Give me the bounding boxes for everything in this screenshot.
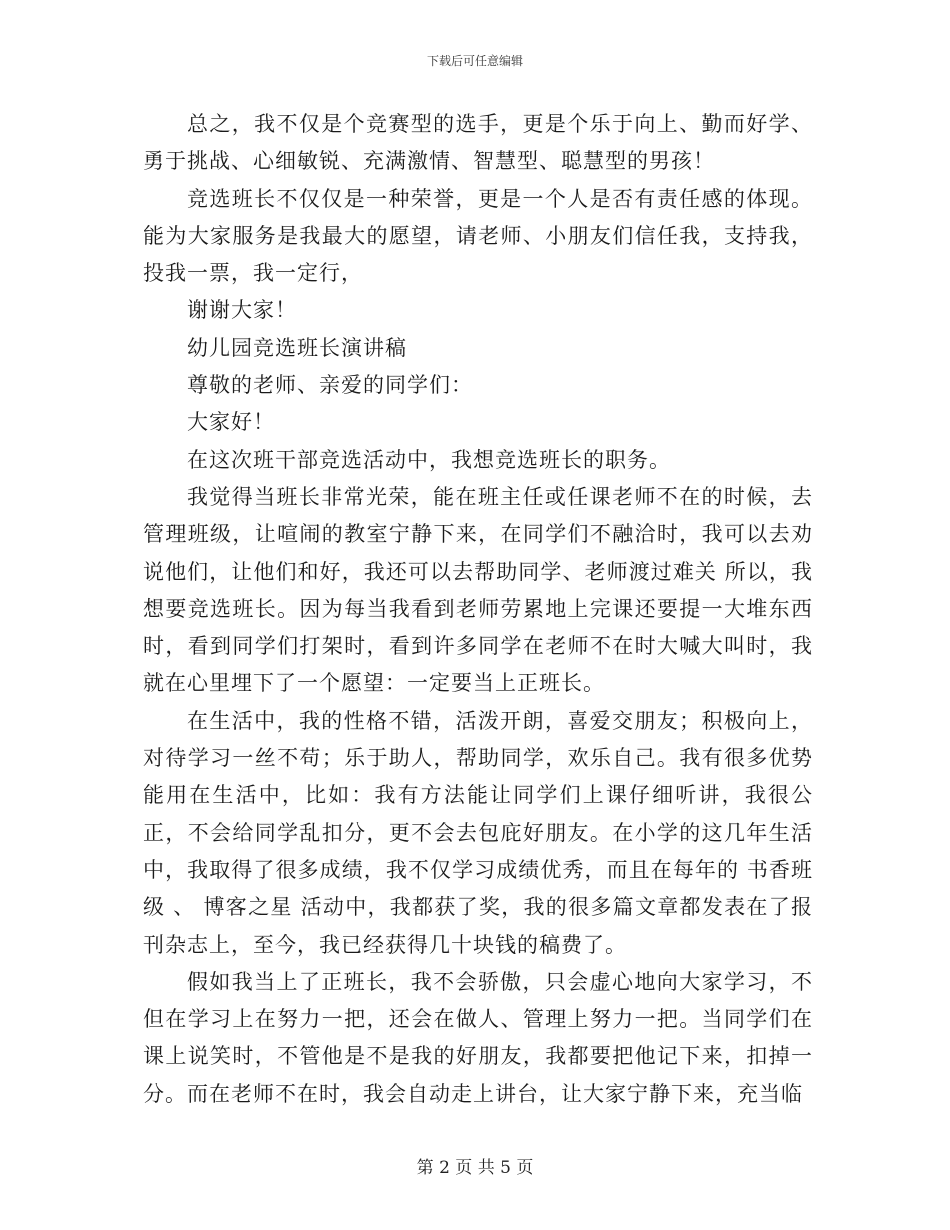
paragraph: 假如我当上了正班长，我不会骄傲，只会虚心地向大家学习，不但在学习上在努力一把，还会在做人、管理上努力一把。当同学们在课上说笑时，不管他是不是我的好朋友，我都要把他记下来，扣掉一分。而在老师不在时，我会自动走上讲台，让大家宁静下来，充当临 xyxy=(143,969,813,1106)
paragraph: 竞选班长不仅仅是一种荣誉，更是一个人是否有责任感的体现。能为大家服务是我最大的愿望，请老师、小朋友们信任我，支持我，投我一票，我一定行， xyxy=(143,186,813,286)
paragraph: 谢谢大家！ xyxy=(187,298,297,323)
paragraph: 在生活中，我的性格不错，活泼开朗，喜爱交朋友；积极向上，对待学习一丝不苟；乐于助人，帮助同学，欢乐自己。我有很多优势能用在生活中，比如：我有方法能让同学们上课仔细听讲，我很公正，不会给同学乱扣分，更不会去包庇好朋友。在小学的这几年生活中，我取得了很多成绩，我不仅学习成绩优秀，而且在每年的 书香班级 、 博客之星 活动中，我都获了奖，我的很多篇文章都发表在了报刊杂志上，至今，我已经获得几十块钱的稿费了。 xyxy=(143,708,813,957)
paragraph: 总之，我不仅是个竞赛型的选手，更是个乐于向上、勤而好学、勇于挑战、心细敏锐、充满激情、智慧型、聪慧型的男孩！ xyxy=(143,112,813,174)
paragraph: 我觉得当班长非常光荣，能在班主任或任课老师不在的时候，去管理班级，让喧闹的教室宁静下来，在同学们不融洽时，我可以去劝说他们，让他们和好，我还可以去帮助同学、老师渡过难关 所以，我想要竞选班长。因为每当我看到老师劳累地上完课还要提一大堆东西时，看到同学们打架时，看到许多同学在老师不在时大喊大叫时，我就在心里埋下了一个愿望：一定要当上正班长。 xyxy=(143,484,813,696)
paragraph: 在这次班干部竞选活动中，我想竞选班长的职务。 xyxy=(187,447,671,472)
paragraph: 尊敬的老师、亲爱的同学们： xyxy=(187,373,473,398)
page-header: 下载后可任意编辑 xyxy=(426,54,523,68)
paragraph: 大家好！ xyxy=(187,410,275,435)
document-body xyxy=(143,106,813,1113)
paragraph-title: 幼儿园竞选班长演讲稿 xyxy=(187,335,407,360)
page-footer: 第 2 页 共 5 页 xyxy=(416,1158,534,1178)
